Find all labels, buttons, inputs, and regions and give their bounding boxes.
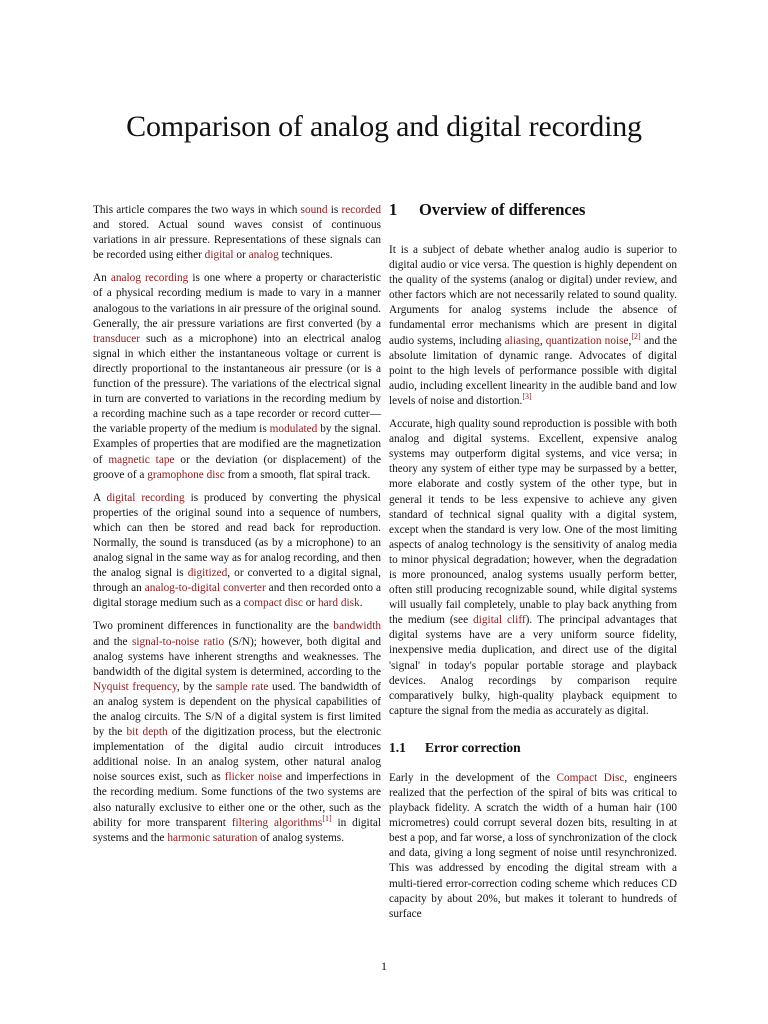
subsection-heading-error-correction: [389, 739, 677, 757]
link-digital-cliff[interactable]: digital cliff: [473, 614, 526, 627]
citation-ref[interactable]: [3]: [522, 392, 532, 402]
page-title: Comparison of analog and digital recording: [126, 110, 642, 143]
link-quantization-noise[interactable]: quantization noise: [545, 334, 629, 347]
page-number: 1: [381, 959, 387, 973]
intro-paragraph: This article compares the two ways in which sound is recorded and stored. Actual sound waves consist of continuous variations in air pressure. Representations of these signals can be recorded using either digital or analog techniques.: [93, 204, 381, 262]
link-compact-disc[interactable]: compact disc: [243, 597, 303, 610]
subsection-number: 1.1: [389, 739, 406, 755]
link-sound[interactable]: sound: [300, 204, 328, 216]
link-compact-disc[interactable]: Compact Disc: [556, 771, 625, 784]
link-digital[interactable]: digital: [204, 249, 234, 262]
right-column: [389, 200, 677, 930]
citation-ref[interactable]: [1]: [322, 813, 332, 823]
link-bit-depth[interactable]: bit depth: [126, 726, 168, 739]
left-column: [93, 203, 381, 854]
link-transducer[interactable]: transducer: [93, 332, 141, 345]
link-digital-recording[interactable]: digital recording: [106, 491, 185, 504]
citation-ref[interactable]: [2]: [631, 331, 641, 341]
link-magnetic-tape[interactable]: magnetic tape: [108, 453, 175, 466]
link-filtering-algorithms[interactable]: filtering algorithms: [231, 816, 323, 829]
link-signal-to-noise-ratio[interactable]: signal-to-noise ratio: [131, 635, 225, 648]
link-aliasing[interactable]: aliasing: [504, 334, 540, 347]
section-title: Overview of differences: [419, 200, 586, 219]
error-correction-paragraph: Early in the development of the Compact Disc, engineers realized that the perfection of the spiral of bits was critical to playback fidelity. A scratch the width of a human hair (100 micrometres) could corrupt several dozen bits, resulting in at best a pop, and far worse, a loss of synchronization of the clock and data, giving a long segment of noise until resynchronized. This was addressed by encoding the digital stream with a multi-tiered error-correction coding scheme which reduces CD capacity by about 20%, but makes it tolerant to hundreds of surface: [389, 771, 677, 920]
quality-paragraph: Accurate, high quality sound reproduction is possible with both analog and digital systems. Excellent, expensive analog systems may outperform digital systems, and vice versa; in theory any system of either type may be surpassed by a better, more elaborate and costly system of the other type, but in general it tends to be less expensive to achieve any given standard of technical signal quality with a digital system, except when the standard is very low. One of the most limiting aspects of analog technology is the sensitivity of analog media to minor physical degradation; however, when the degradation is more pronounced, analog systems usually perform better, often still producing recognizable sound, while digital systems will usually fail completely, unable to play back anything from the medium (see digital cliff). The principal advantages that digital systems have are a very uniform source fidelity, inexpensive media duplication, and direct use of the digital 'signal' in today's popular portable storage and playback devices. Analog recordings by comparison require comparatively bulky, high-quality playback equipment to capture the signal from the media as accurately as digital.: [389, 418, 677, 717]
link-harmonic-saturation[interactable]: harmonic saturation: [167, 831, 258, 844]
link-hard-disk[interactable]: hard disk: [317, 597, 360, 610]
link-analog[interactable]: analog: [248, 249, 279, 262]
analog-recording-paragraph: An analog recording is one where a property or characteristic of a physical recording medium is made to vary in a manner analogous to the variations in air pressure of the original sound. Generally, the air pressure variations are first converted (by a transducer such as a microphone) into an electrical analog signal in which either the instantaneous voltage or current is directly proportional to the instantaneous air pressure (or is a function of the pressure). The variations of the electrical signal in turn are converted to variations in the recording medium by a recording machine such as a tape recorder or record cutter—the variable property of the medium is modulated by the signal. Examples of properties that are modified are the magnetization of magnetic tape or the deviation (or displacement) of the groove of a gramophone disc from a smooth, flat spiral track.: [93, 272, 381, 481]
link-recorded[interactable]: recorded: [341, 204, 381, 216]
link-digitized[interactable]: digitized: [187, 567, 228, 580]
link-analog-to-digital-converter[interactable]: analog-to-digital converter: [144, 582, 266, 595]
subsection-title: Error correction: [425, 739, 521, 755]
link-sample-rate[interactable]: sample rate: [215, 680, 269, 693]
link-modulated[interactable]: modulated: [269, 423, 318, 436]
differences-paragraph: Two prominent differences in functionality are the bandwidth and the signal-to-noise ratio (S/N); however, both digital and analog systems have inherent strengths and weaknesses. The bandwidth of the digital system is determined, according to the Nyquist frequency, by the sample rate used. The bandwidth of an analog system is dependent on the physical capabilities of the analog circuits. The S/N of a digital system is first limited by the bit depth of the digitization process, but the electronic implementation of the digital audio circuit introduces additional noise. In an analog system, other natural analog noise sources exist, such as flicker noise and imperfections in the recording medium. Some functions of the two systems are also naturally exclusive to either one or the other, such as the ability for more transparent filtering algorithms[1] in digital systems and the harmonic saturation of analog systems.: [93, 620, 382, 844]
section-number: 1: [389, 200, 398, 219]
link-bandwidth[interactable]: bandwidth: [333, 620, 381, 633]
link-gramophone-disc[interactable]: gramophone disc: [147, 468, 225, 481]
debate-paragraph: It is a subject of debate whether analog audio is superior to digital audio or vice versa. The question is highly dependent on the quality of the systems (analog or digital) under review, and other factors which are not necessarily related to sound quality. Arguments for analog systems include the absence of fundamental error mechanisms which are present in digital audio systems, including aliasing, quantization noise,[2] and the absolute limitation of dynamic range. Advocates of digital point to the high levels of performance possible with digital audio, including excellent linearity in the audible band and low levels of noise and distortion.[3]: [389, 244, 677, 407]
link-flicker-noise[interactable]: flicker noise: [224, 771, 282, 784]
link-nyquist-frequency[interactable]: Nyquist frequency: [93, 680, 177, 693]
digital-recording-paragraph: A digital recording is produced by converting the physical properties of the original sound into a sequence of numbers, which can then be stored and read back for reproduction. Normally, the sound is transduced (as by a microphone) to an analog signal in the same way as for analog recording, and then the analog signal is digitized, or converted to a digital signal, through an analog-to-digital converter and then recorded onto a digital storage medium such as a compact disc or hard disk.: [93, 491, 381, 610]
section-heading-overview: [389, 200, 677, 220]
link-analog-recording[interactable]: analog recording: [110, 272, 189, 285]
